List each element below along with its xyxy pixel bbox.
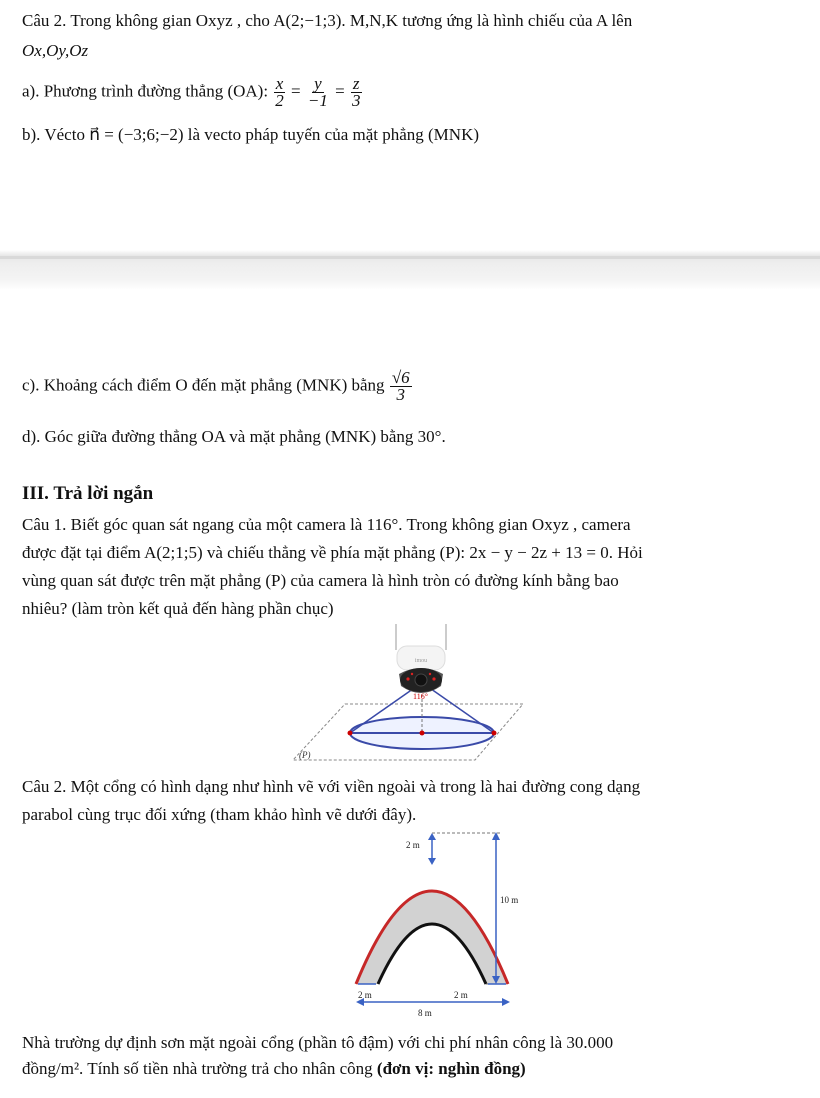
left-base-label: 2 m (358, 990, 372, 1000)
q2-intro-line1: Câu 2. Trong không gian Oxyz , cho A(2;−1;3). M,N,K tương ứng là hình chiếu của A lên (22, 11, 633, 30)
q2-statement-a: a). Phương trình đường thẳng (OA): $\frac{x}{2}$ = $\frac{y}{-1}$ = $\frac{z}{3}$ (22, 74, 361, 110)
edge-point-left (348, 731, 353, 736)
height-label: 10 m (500, 895, 519, 905)
q2-intro-line2: Ox,Oy,Oz (22, 41, 89, 60)
angle-label: 116° (413, 692, 428, 701)
q2b-line2: parabol cùng trục đối xứng (tham khảo hình vẽ dưới đây). (22, 805, 417, 824)
q1-line1: Câu 1. Biết góc quan sát ngang của một camera là 116°. Trong không gian Oxyz , camera (22, 515, 631, 534)
thickness-arrow-head-bottom (428, 858, 436, 865)
q2-statement-c (22, 370, 802, 403)
width-arrow-head-right (502, 998, 510, 1006)
center-point (420, 731, 425, 736)
q1-line3: vùng quan sát được trên mặt phẳng (P) của camera là hình tròn có đường kính bằng bao (22, 571, 619, 590)
statement-c-text: c). Khoảng cách điểm O đến mặt phẳng (MNK) bằng (22, 375, 385, 395)
q2b-line4-text: đồng/m². Tính số tiền nhà trường trả cho nhân công (22, 1059, 377, 1078)
thickness-arrow-head-top (428, 833, 436, 840)
q2b-line1: Câu 2. Một cổng có hình dạng như hình vẽ với viền ngoài và trong là hai đường cong dạng (22, 777, 641, 796)
section-heading: III. Trả lời ngắn (22, 483, 154, 504)
camera-icon (396, 624, 446, 693)
width-label: 8 m (418, 1008, 432, 1018)
camera-figure (285, 622, 535, 772)
fraction-x: $\frac{x}{2}$ (275, 74, 284, 110)
q2b-line4 (22, 1056, 802, 1082)
right-base-label: 2 m (454, 990, 468, 1000)
q2b-unit-note: (đơn vị: nghìn đồng) (376, 1059, 526, 1078)
camera-brand: imou (414, 658, 428, 664)
q2b-line3: Nhà trường dự định sơn mặt ngoài cổng (phần tô đậm) với chi phí nhân công là 30.000 (22, 1033, 614, 1052)
q2-statement-d: d). Góc giữa đường thẳng OA và mặt phẳng (MNK) bằng 30°. (22, 427, 446, 446)
page-break-line (0, 256, 820, 259)
plane-label: (P) (299, 750, 311, 760)
edge-point-right (492, 731, 497, 736)
gate-figure (340, 826, 530, 1022)
fraction-z: $\frac{z}{3}$ (351, 74, 361, 110)
top-thickness-label: 2 m (406, 840, 420, 850)
statement-a-text: a). Phương trình đường thẳng (OA): (22, 81, 273, 101)
q1-line4: nhiêu? (làm tròn kết quả đến hàng phần chục) (22, 599, 334, 618)
fraction-sqrt6-over-3: $\frac{√6}{3}$ (391, 368, 410, 404)
fraction-y: $\frac{y}{-1}$ (307, 74, 328, 110)
q2-statement-b: b). Vécto n⃗ = (−3;6;−2) là vecto pháp tuyến của mặt phẳng (MNK) (22, 125, 480, 144)
q1-line2: được đặt tại điểm A(2;1;5) và chiếu thẳng về phía mặt phẳng (P): 2x − y − 2z + 13 = 0. Hỏi (22, 543, 643, 562)
